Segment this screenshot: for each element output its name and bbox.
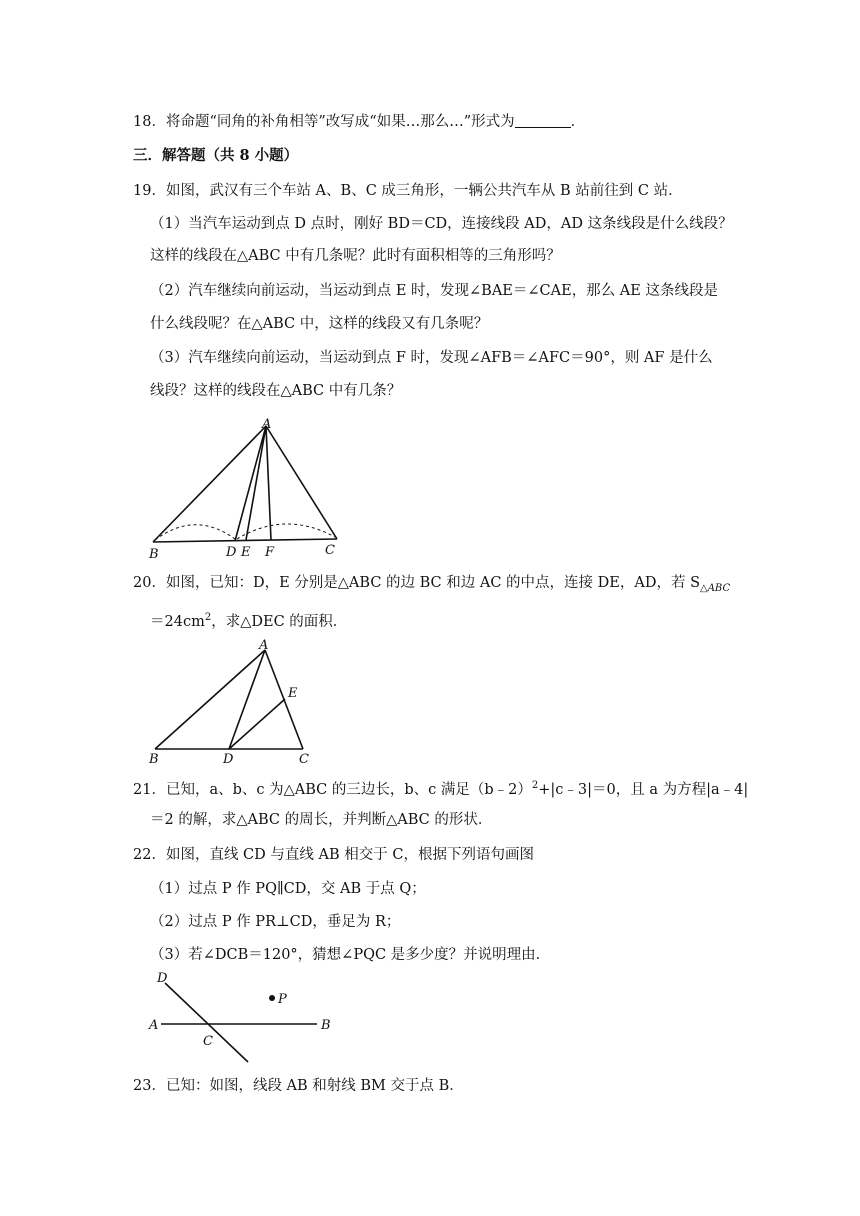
question-text: 将命题“同角的补角相等”改写成“如果…那么…”形式为 <box>165 114 515 130</box>
q19-part1-line2: 这样的线段在△ABC 中有几条呢？此时有面积相等的三角形吗？ <box>150 248 561 264</box>
question-20 <box>133 573 730 599</box>
label-C: C <box>325 543 335 558</box>
answer-blank <box>515 113 571 128</box>
q20-area-value: ＝24cm <box>150 613 205 630</box>
q19-part2-line1: （2）汽车继续向前运动，当运动到点 E 时，发现∠BAE＝∠CAE，那么 AE 这条线段是 <box>150 283 718 299</box>
question-text: 如图，已知：D，E 分别是△ABC 的边 BC 和边 AC 的中点，连接 DE，AD，若 S <box>165 575 701 591</box>
question-22 <box>133 845 534 865</box>
label-B: B <box>321 1018 331 1033</box>
q21-line2: ＝2 的解，求△ABC 的周长，并判断△ABC 的形状． <box>150 812 493 828</box>
label-A: A <box>259 638 269 653</box>
subscript: △ABC <box>700 582 731 594</box>
label-A: A <box>262 417 272 432</box>
question-19 <box>133 181 683 201</box>
label-E: E <box>241 545 251 560</box>
question-number: 21． <box>133 781 166 798</box>
question-text: 已知，a、b、c 为△ABC 的三边长，b、c 满足（b﹣2） <box>165 781 532 798</box>
label-D: D <box>157 971 168 986</box>
label-F: F <box>265 545 275 560</box>
point-P <box>269 995 275 1001</box>
q22-part2: （2）过点 P 作 PR⊥CD，垂足为 R； <box>150 914 401 930</box>
question-number: 19． <box>133 183 166 199</box>
label-C: C <box>203 1034 213 1049</box>
q19-figure <box>145 412 355 562</box>
question-text: 已知：如图，线段 AB 和射线 BM 交于点 B． <box>165 1078 464 1094</box>
superscript: 2 <box>204 612 212 623</box>
label-P: P <box>278 992 287 1007</box>
label-B: B <box>149 547 159 562</box>
question-number: 22． <box>133 847 166 863</box>
section-heading: 三．解答题（共 8 小题） <box>133 147 299 164</box>
q20-line2 <box>150 608 347 632</box>
question-number: 20． <box>133 575 166 591</box>
question-text: 如图，直线 CD 与直线 AB 相交于 C，根据下列语句画图 <box>165 847 534 863</box>
question-23 <box>133 1076 464 1096</box>
question-21 <box>133 776 748 800</box>
label-D: D <box>223 752 234 765</box>
question-number: 23． <box>133 1078 166 1094</box>
q19-part3-line1: （3）汽车继续向前运动，当运动到点 F 时，发现∠AFB＝∠AFC＝90°，则 AF 是什么 <box>150 350 713 366</box>
question-18 <box>133 112 585 132</box>
question-number: 18． <box>133 114 166 130</box>
q19-part1-line1: （1）当汽车运动到点 D 点时，刚好 BD＝CD，连接线段 AD，AD 这条线段是什么线段？ <box>150 216 733 232</box>
label-E: E <box>288 686 298 701</box>
label-B: B <box>149 752 159 765</box>
q22-figure <box>145 966 340 1066</box>
label-C: C <box>299 752 309 765</box>
q19-part2-line2: 什么线段呢？在△ABC 中，这样的线段又有几条呢？ <box>150 316 489 332</box>
question-text: 如图，武汉有三个车站 A、B、C 成三角形，一辆公共汽车从 B 站前往到 C 站． <box>165 183 683 199</box>
label-A: A <box>149 1018 159 1033</box>
q20-figure <box>145 635 325 765</box>
q22-part3: （3）若∠DCB＝120°，猜想∠PQC 是多少度？并说明理由． <box>150 947 551 963</box>
question-text-end: ． <box>570 114 586 130</box>
label-D: D <box>226 545 237 560</box>
q20-question-end: ，求△DEC 的面积． <box>211 613 348 630</box>
q22-part1: （1）过点 P 作 PQ∥CD，交 AB 于点 Q； <box>150 881 426 897</box>
question-text-cont: +|c﹣3|＝0，且 a 为方程|a﹣4| <box>538 781 749 798</box>
q19-part3-line2: 线段？这样的线段在△ABC 中有几条？ <box>150 383 402 399</box>
superscript: 2 <box>531 780 539 791</box>
